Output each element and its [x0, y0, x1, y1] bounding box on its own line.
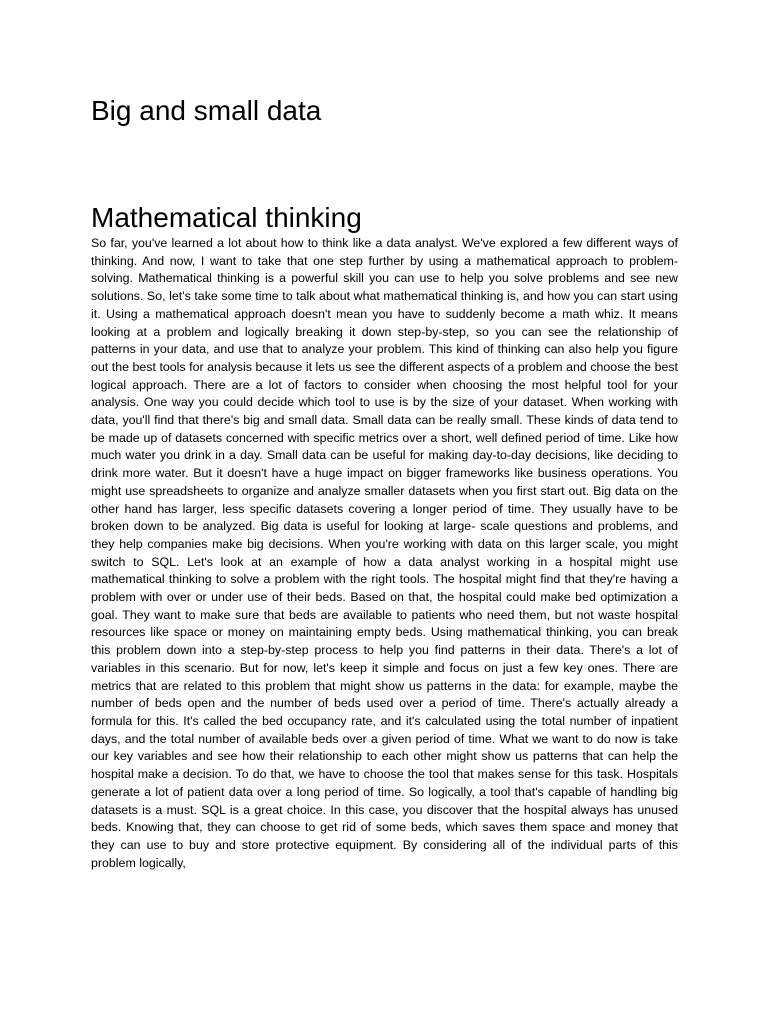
document-page	[91, 0, 678, 1024]
section-heading: Mathematical thinking	[91, 202, 362, 233]
body-paragraph: So far, you've learned a lot about how to think like a data analyst. We've explored a few different ways of thinking. And now, I want to take that one step further by using a mathematical approach to problem-solving. Mathematical thinking is a powerful skill you can use to help you solve problems and see new solutions. So, let's take some time to talk about what mathematical thinking is, and how you can start using it. Using a mathematical approach doesn't mean you have to suddenly become a math whiz. It means looking at a problem and logically breaking it down step-by-step, so you can see the relationship of patterns in your data, and use that to analyze your problem. This kind of thinking can also help you figure out the best tools for analysis because it lets us see the different aspects of a problem and choose the best logical approach. There are a lot of factors to consider when choosing the most helpful tool for your analysis. One way you could decide which tool to use is by the size of your dataset. When working with data, you'll find that there's big and small data. Small data can be really small. These kinds of data tend to be made up of datasets concerned with specific metrics over a short, well defined period of time. Like how much water you drink in a day. Small data can be useful for making day-to-day decisions, like deciding to drink more water. But it doesn't have a huge impact on bigger frameworks like business operations. You might use spreadsheets to organize and analyze smaller datasets when you first start out. Big data on the other hand has larger, less specific datasets covering a longer period of time. They usually have to be broken down to be analyzed. Big data is useful for looking at large- scale questions and problems, and they help companies make big decisions. When you're working with data on this larger scale, you might switch to SQL. Let's look at an example of how a data analyst working in a hospital might use mathematical thinking to solve a problem with the right tools. The hospital might find that they're having a problem with over or under use of their beds. Based on that, the hospital could make bed optimization a goal. They want to make sure that beds are available to patients who need them, but not waste hospital resources like space or money on maintaining empty beds. Using mathematical thinking, you can break this problem down into a step-by-step process to help you find patterns in their data. There's a lot of variables in this scenario. But for now, let's keep it simple and focus on just a few key ones. There are metrics that are related to this problem that might show us patterns in the data: for example, maybe the number of beds open and the number of beds used over a period of time. There's actually already a formula for this. It's called the bed occupancy rate, and it's calculated using the total number of inpatient days, and the total number of available beds over a given period of time. What we want to do now is take our key variables and see how their relationship to each other might show us patterns that can help the hospital make a decision. To do that, we have to choose the tool that makes sense for this task. Hospitals generate a lot of patient data over a long period of time. So logically, a tool that's capable of handling big datasets is a must. SQL is a great choice. In this case, you discover that the hospital always has unused beds. Knowing that, they can choose to get rid of some beds, which saves them space and money that they can use to buy and store protective equipment. By considering all of the individual parts of this problem logically,	[91, 236, 678, 870]
document-title: Big and small data	[91, 95, 322, 126]
